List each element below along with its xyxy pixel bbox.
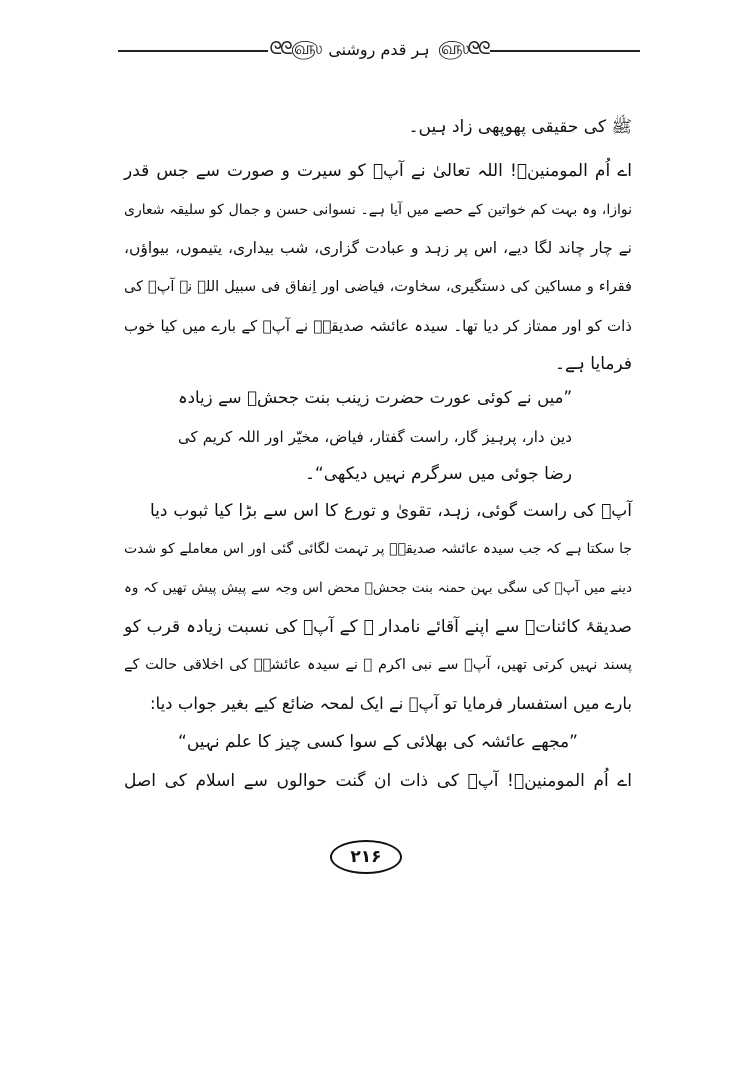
- quote-line: ”میں نے کوئی عورت حضرت زینب بنت جحشؓ سے زیادہ: [178, 388, 572, 407]
- header-rule-left: [118, 50, 268, 52]
- text-line: ذات کو اور ممتاز کر دیا تھا۔ سیدہ عائشہ صدیقہؓ نے آپؓ کے بارے میں کیا خوب: [124, 317, 632, 335]
- text-line: ﷺ کی حقیقی پھوپھی زاد ہیں۔: [408, 117, 632, 137]
- quote-line: ”مجھے عائشہ کی بھلائی کے سوا کسی چیز کا علم نہیں“: [178, 732, 578, 752]
- quote-line: رضا جوئی میں سرگرم نہیں دیکھی“۔: [304, 464, 572, 484]
- text-line: پسند نہیں کرتی تھیں، آپؓ سے نبی اکرم ﷺ نے سیدہ عائشہؓ کی اخلاقی حالت کے: [124, 657, 632, 673]
- text-line: آپؓ کی راست گوئی، زہد، تقویٰ و تورع کا اس سے بڑا کیا ثبوب دیا: [150, 501, 632, 521]
- page-number: ۲۱۶: [330, 840, 402, 874]
- quote-line: دین دار، پرہیز گار، راست گفتار، فیاض، مخیّر اور اللہ کریم کی: [178, 428, 572, 446]
- text-line: بارے میں استفسار فرمایا تو آپؓ نے ایک لمحہ ضائع کیے بغیر جواب دیا:: [150, 694, 632, 713]
- text-line: فرمایا ہے۔: [555, 354, 632, 374]
- running-header: [118, 34, 640, 64]
- ornament-flourish-icon: ௵ᘓᘓ: [269, 37, 321, 59]
- text-line: فقراء و مساکین کی دستگیری، سخاوت، فیاضی اور اِنفاق فی سبیل اللہ نے آپؓ کی: [124, 279, 632, 295]
- header-ornament: [268, 34, 490, 64]
- text-line: جا سکتا ہے کہ جب سیدہ عائشہ صدیقہؓ پر تہمت لگائی گئی اور اس معاملے کو شدت: [124, 541, 632, 557]
- ornament-flourish-icon: ᘓᘓ௵: [437, 37, 489, 59]
- text-line: صدیقۂ کائناتؓ سے اپنے آقائے نامدار ﷺ کے آپؓ کی نسبت زیادہ قرب کو: [124, 617, 632, 637]
- header-rule-right: [490, 50, 640, 52]
- running-title: ہر قدم روشنی: [328, 39, 430, 59]
- text-line: نوازا، وہ بہت کم خواتین کے حصے میں آیا ہے۔ نسوانی حسن و جمال کو سلیقہ شعاری: [124, 202, 632, 218]
- text-line: دینے میں آپؓ کی سگی بہن حمنہ بنت جحشؓ محض اس وجہ سے پیش پیش تھیں کہ وہ: [124, 580, 632, 596]
- text-line: اے اُم المومنینؓ! آپؓ کی ذات ان گنت حوالوں سے اسلام کی اصل: [124, 771, 632, 791]
- text-line: اے اُم المومنینؓ! اللہ تعالیٰ نے آپؓ کو سیرت و صورت سے جس قدر: [124, 161, 632, 181]
- text-line: نے چار چاند لگا دیے، اس پر زہد و عبادت گزاری، شب بیداری، یتیموں، بیواؤں،: [124, 239, 632, 257]
